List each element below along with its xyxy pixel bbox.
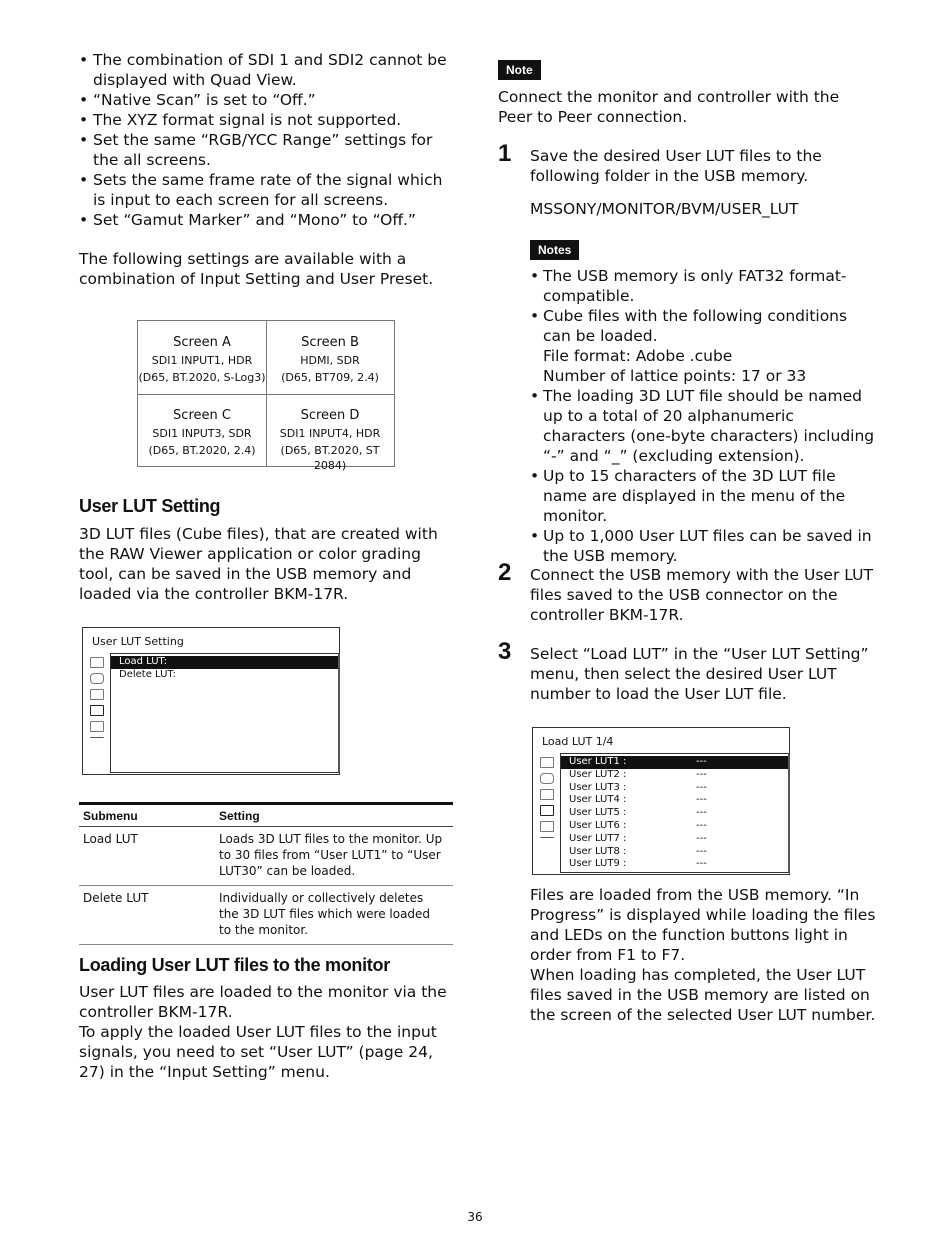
lut-label: User LUT2 : <box>569 768 627 780</box>
menu-item-user-lut[interactable] <box>561 833 788 846</box>
list-item <box>530 306 878 386</box>
lut-value: --- <box>696 819 707 831</box>
section-heading: Loading User LUT files to the monitor <box>79 955 390 975</box>
list-item: • Set the same “RGB/YCC Range” settings for the all screens. <box>79 130 457 170</box>
screen-layout-table <box>137 320 395 472</box>
list-icon <box>90 657 104 668</box>
menu-item-user-lut[interactable] <box>561 820 788 833</box>
menu-panel <box>110 653 340 773</box>
toolbox-icon <box>90 705 104 716</box>
step-number: 3 <box>498 638 512 665</box>
list-item: • The XYZ format signal is not supported. <box>79 110 457 130</box>
step-text: Connect the USB memory with the User LUT files saved to the USB connector on the controller BKM-17R. <box>530 566 873 624</box>
submenu-table <box>79 802 453 945</box>
menu-item-user-lut[interactable] <box>561 807 788 820</box>
list-item-detail: Number of lattice points: 17 or 33 <box>543 367 807 385</box>
header-setting: Setting <box>219 808 260 823</box>
user-lut-setting-menu <box>82 627 340 775</box>
submenu-cell: Delete LUT <box>83 891 149 905</box>
screen-format: (D65, BT.2020, ST 2084) <box>280 444 380 472</box>
screen-format: (D65, BT709, 2.4) <box>281 371 379 384</box>
list-item-detail: File format: Adobe .cube <box>543 347 733 365</box>
toolbox-icon <box>540 805 554 816</box>
screen-title: Screen C <box>173 408 231 423</box>
lut-label: User LUT9 : <box>569 858 627 870</box>
key-icon <box>540 837 554 843</box>
screen-a-cell <box>138 321 266 394</box>
screen-title: Screen A <box>173 335 231 350</box>
lut-value: --- <box>696 832 707 844</box>
lut-label: User LUT6 : <box>569 819 627 831</box>
menu-item-load-lut[interactable]: Load LUT: <box>111 656 338 669</box>
folder-path: MSSONY/MONITOR/BVM/USER_LUT <box>530 200 799 218</box>
lut-label: User LUT7 : <box>569 832 627 844</box>
list-item: • “Native Scan” is set to “Off.” <box>79 90 457 110</box>
list-item: • Up to 1,000 User LUT files can be saved in the USB memory. <box>530 526 878 566</box>
section-paragraph: To apply the loaded User LUT files to the input signals, you need to set “User LUT” (page 24, 27) in the “Input Setting” menu. <box>79 1023 437 1081</box>
menu-item-user-lut[interactable] <box>561 794 788 807</box>
lut-label: User LUT5 : <box>569 807 627 819</box>
network-icon <box>540 789 554 800</box>
lut-value: --- <box>696 756 707 767</box>
table-header <box>79 805 453 827</box>
lut-value: --- <box>696 768 707 780</box>
result-paragraph: When loading has completed, the User LUT files saved in the USB memory are listed on the screen of the selected User LUT number. <box>530 966 876 1024</box>
submenu-cell: Load LUT <box>83 832 138 846</box>
load-lut-menu <box>532 727 790 875</box>
setting-cell: Loads 3D LUT files to the monitor. Up to 30 files from “User LUT1” to “User LUT30” can be loaded. <box>219 832 443 878</box>
lut-label: User LUT4 : <box>569 794 627 806</box>
list-item: • Sets the same frame rate of the signal which is input to each screen for all screens. <box>79 170 457 210</box>
lut-value: --- <box>696 794 707 806</box>
note-text: Connect the monitor and controller with the Peer to Peer connection. <box>498 88 840 126</box>
result-paragraph: Files are loaded from the USB memory. “In Progress” is displayed while loading the files and LEDs on the function buttons light in order from F1 to F7. <box>530 886 876 964</box>
lut-value: --- <box>696 807 707 819</box>
list-item: • The USB memory is only FAT32 format-compatible. <box>530 266 878 306</box>
note-badge: Note <box>498 60 541 80</box>
step-number: 1 <box>498 140 512 167</box>
menu-panel <box>560 753 790 873</box>
screen-format: (D65, BT.2020, 2.4) <box>148 444 256 457</box>
menu-title: User LUT Setting <box>92 635 184 648</box>
notes-list <box>530 266 878 566</box>
menu-icon-bar <box>540 757 558 848</box>
notes-badge: Notes <box>530 240 579 260</box>
section-paragraph: User LUT files are loaded to the monitor via the controller BKM-17R. <box>79 983 447 1021</box>
menu-item-user-lut[interactable] <box>561 769 788 782</box>
table-divider <box>138 394 394 395</box>
step-number: 2 <box>498 559 512 586</box>
section-paragraph: 3D LUT files (Cube files), that are created with the RAW Viewer application or color grading tool, can be saved in the USB memory and loaded via the controller BKM-17R. <box>79 525 438 603</box>
screen-format: (D65, BT.2020, S-Log3) <box>138 371 266 384</box>
lut-value: --- <box>696 781 707 793</box>
list-item: • The loading 3D LUT file should be named up to a total of 20 alphanumeric characters (one-byte characters) including “-” and “_” (excluding extension). <box>530 386 878 466</box>
lut-label: User LUT8 : <box>569 845 627 857</box>
menu-item-delete-lut[interactable]: Delete LUT: <box>119 668 176 680</box>
screen-title: Screen D <box>300 408 360 423</box>
restriction-list <box>79 50 457 230</box>
menu-item-user-lut[interactable] <box>561 858 788 871</box>
screen-b-cell <box>266 321 394 394</box>
edit-icon <box>540 821 554 832</box>
list-item-text: Cube files with the following conditions can be loaded. <box>543 307 848 345</box>
key-icon <box>90 737 104 743</box>
list-item: • The combination of SDI 1 and SDI2 cannot be displayed with Quad View. <box>79 50 457 90</box>
menu-item-user-lut[interactable] <box>561 846 788 859</box>
screen-title: Screen B <box>301 335 359 350</box>
section-heading: User LUT Setting <box>79 496 221 516</box>
intro-paragraph: The following settings are available with a combination of Input Setting and User Preset. <box>79 250 434 288</box>
list-icon <box>540 757 554 768</box>
menu-item-user-lut[interactable] <box>561 756 788 769</box>
menu-item-user-lut[interactable] <box>561 782 788 795</box>
network-icon <box>90 689 104 700</box>
lut-label: User LUT1 : <box>569 756 627 767</box>
page-number: 36 <box>467 1210 483 1224</box>
screen-signal: SDI1 INPUT1, HDR <box>151 354 253 367</box>
setting-cell: Individually or collectively deletes the 3D LUT files which were loaded to the monitor. <box>219 891 431 937</box>
users-icon <box>90 673 104 684</box>
menu-icon-bar <box>90 657 108 748</box>
step-text: Select “Load LUT” in the “User LUT Setting” menu, then select the desired User LUT number to load the User LUT file. <box>530 645 869 703</box>
step-text: Save the desired User LUT files to the following folder in the USB memory. <box>530 147 822 185</box>
table-row <box>79 827 453 886</box>
screen-signal: SDI1 INPUT3, SDR <box>152 427 252 440</box>
table-row <box>79 886 453 945</box>
screen-signal: HDMI, SDR <box>300 354 360 367</box>
screen-signal: SDI1 INPUT4, HDR <box>279 427 381 440</box>
list-item: • Set “Gamut Marker” and “Mono” to “Off.” <box>79 210 457 230</box>
list-item: • Up to 15 characters of the 3D LUT file name are displayed in the menu of the monitor. <box>530 466 878 526</box>
screen-d-cell <box>266 394 394 472</box>
users-icon <box>540 773 554 784</box>
edit-icon <box>90 721 104 732</box>
menu-title: Load LUT 1/4 <box>542 735 614 748</box>
lut-value: --- <box>696 858 707 870</box>
lut-label: User LUT3 : <box>569 781 627 793</box>
screen-c-cell <box>138 394 266 467</box>
lut-value: --- <box>696 845 707 857</box>
header-submenu: Submenu <box>83 808 138 823</box>
